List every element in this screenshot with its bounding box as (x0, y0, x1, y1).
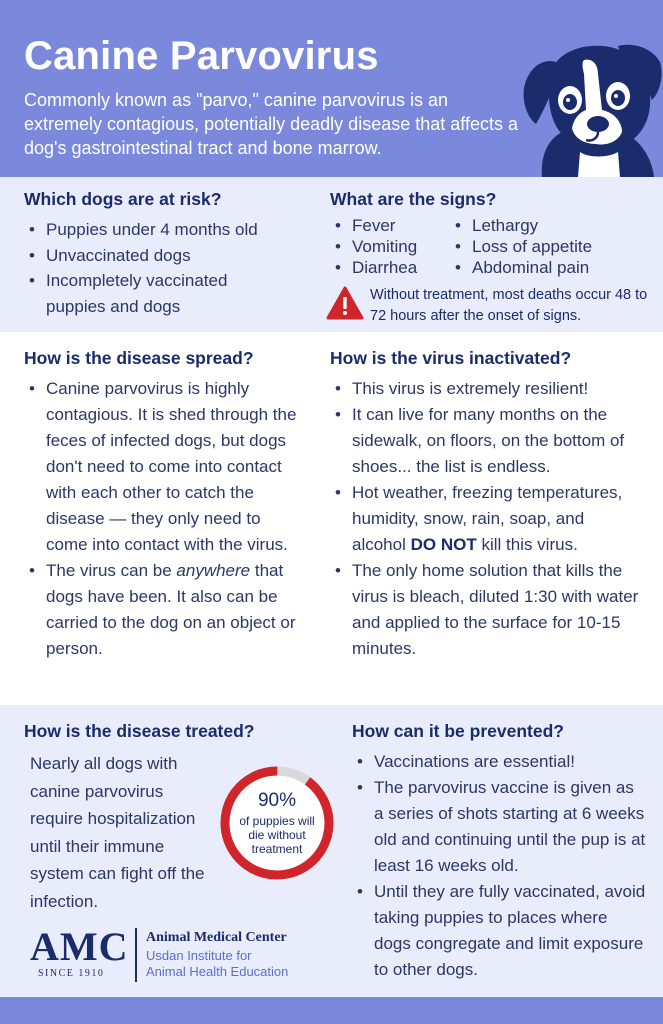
list-item: • The only home solution that kills the virus is bleach, diluted 1:30 with water and applied to the surface for 10-15 minutes. (330, 558, 640, 662)
spread-heading: How is the disease spread? (24, 348, 254, 368)
logo-institute-line1: Usdan Institute for (146, 948, 252, 963)
list-item: • Canine parvovirus is highly contagious. It is shed through the feces of infected dogs, but dogs don't need to come into contact with each other to catch the disease — they only need to come into contact with the virus. (24, 376, 304, 558)
page-title: Canine Parvovirus (24, 34, 379, 78)
stat-caption: of puppies will die without treatment (239, 814, 315, 856)
list-item (330, 480, 640, 558)
list-item: • Incompletely vaccinated puppies and dogs (24, 268, 284, 319)
text-span: The virus can be (46, 561, 177, 580)
signs-list-2 (450, 215, 650, 278)
spread-column (24, 348, 314, 662)
logo-org-name: Animal Medical Center (146, 930, 287, 945)
list-item: • This virus is extremely resilient! (330, 376, 640, 402)
emphasis-text: anywhere (176, 561, 251, 580)
amc-logo-text: AMC (30, 924, 129, 969)
list-item: • Puppies under 4 months old (24, 217, 314, 243)
warning-icon (326, 286, 364, 320)
list-item: • Vomiting (330, 236, 450, 257)
do-not-bold: DO NOT (410, 535, 477, 554)
treated-text: Nearly all dogs with canine parvovirus require hospitalization until their immune system can fight off the infection. (30, 754, 205, 911)
signs-heading: What are the signs? (330, 189, 497, 209)
risk-list (24, 217, 314, 319)
spread-list (24, 376, 304, 662)
prevention-column (352, 721, 652, 983)
treated-heading: How is the disease treated? (24, 721, 255, 741)
list-item (24, 558, 304, 662)
footer-bar (0, 997, 663, 1024)
inactivation-heading: How is the virus inactivated? (330, 348, 572, 368)
ring-label (217, 790, 337, 856)
intro-text: Commonly known as "parvo," canine parvovirus is an extremely contagious, potentially deadly disease that affects a dog's gastrointestinal tract and bone marrow. (24, 90, 518, 158)
text-span: kill this virus. (476, 535, 578, 554)
dog-illustration-icon (522, 40, 663, 177)
risk-heading: Which dogs are at risk? (24, 189, 222, 209)
logo-institute-line2: Animal Health Education (146, 964, 289, 979)
signs-column (330, 189, 650, 277)
logo-divider (135, 928, 137, 982)
header-banner (0, 0, 663, 177)
prevention-list (352, 749, 647, 983)
text-span: that dogs have been. It also can be carried to the dog on an object or person. (46, 561, 296, 658)
list-item: • Unvaccinated dogs (24, 243, 314, 269)
inactivation-list (330, 376, 640, 662)
list-item: • Lethargy (450, 215, 650, 236)
risk-column (24, 189, 314, 319)
logo-institute (146, 948, 288, 980)
list-item: • Vaccinations are essential! (352, 749, 647, 775)
signs-list-1 (330, 215, 450, 278)
list-item: • Diarrhea (330, 257, 450, 278)
stat-value: 90% (257, 790, 297, 811)
list-item: • Fever (330, 215, 450, 236)
list-item: • It can live for many months on the sidewalk, on floors, on the bottom of shoes... the list is endless. (330, 402, 640, 480)
warning-text: Without treatment, most deaths occur 48 to 72 hours after the onset of signs. (370, 287, 648, 324)
inactivation-column (330, 348, 650, 662)
prevented-heading: How can it be prevented? (352, 721, 564, 741)
list-item: • The parvovirus vaccine is given as a series of shots starting at 6 weeks old and continuing until the pup is at least 16 weeks old. (352, 775, 647, 879)
list-item: • Until they are fully vaccinated, avoid taking puppies to places where dogs congregate and limit exposure to other dogs. (352, 879, 647, 983)
list-item: • Loss of appetite (450, 236, 650, 257)
text-span: Hot weather, freezing temperatures, humidity, snow, rain, soap, and alcohol (352, 483, 623, 554)
list-item: • Abdominal pain (450, 257, 650, 278)
logo-since: SINCE 1910 (38, 968, 105, 979)
